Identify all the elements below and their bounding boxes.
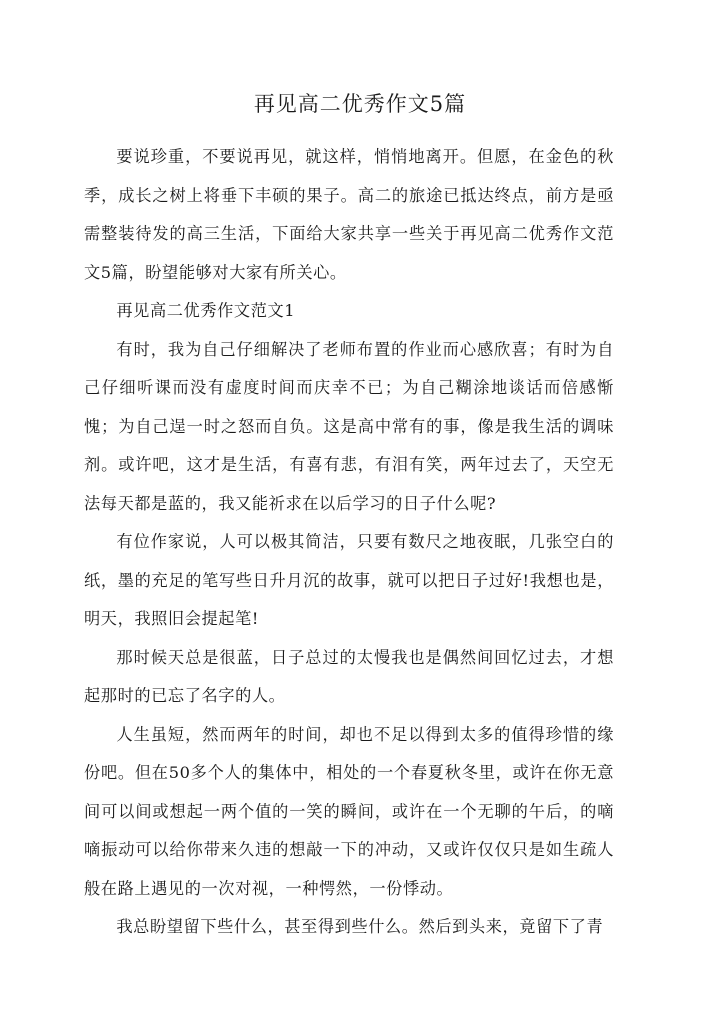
section-heading: 再见高二优秀作文范文1: [116, 301, 296, 320]
body-paragraph: 我总盼望留下些什么，甚至得到些什么。然后到头来，竟留下了青: [116, 917, 604, 936]
body-paragraph: 有时，我为自己仔细解决了老师布置的作业而心感欣喜；有时为自己仔细听课而没有虚度时间而庆幸不已；为自己糊涂地谈话而倍感惭愧；为自己逞一时之怒而自负。这是高中常有的事，像是我生活的调味剂。或许吧，这才是生活，有喜有悲，有泪有笑，两年过去了，天空无法每天都是蓝的，我又能祈求在以后学习的日子什么呢?: [84, 339, 614, 513]
intro-paragraph: 要说珍重，不要说再见，就这样，悄悄地离开。但愿，在金色的秋季，成长之树上将垂下丰硕的果子。高二的旅途已抵达终点，前方是亟需整装待发的高三生活，下面给大家共享一些关于再见高二优秀作文范文5篇，盼望能够对大家有所关心。: [84, 147, 614, 282]
body-paragraph: 有位作家说，人可以极其简洁，只要有数尺之地夜眠，几张空白的纸，墨的充足的笔写些日升月沉的故事，就可以把日子过好!我想也是，明天，我照旧会提起笔!: [84, 532, 614, 628]
body-paragraph: 人生虽短，然而两年的时间，却也不足以得到太多的值得珍惜的缘份吧。但在50多个人的集体中，相处的一个春夏秋冬里，或许在你无意间可以间或想起一两个值的一笑的瞬间，或许在一个无聊的午后，的嘀嘀振动可以给你带来久违的想敲一下的冲动，又或许仅仅只是如生疏人般在路上遇见的一次对视，一种愕然，一份悸动。: [84, 724, 614, 898]
document-body: [84, 138, 614, 947]
document-title: 再见高二优秀作文5篇: [253, 92, 467, 116]
body-paragraph: 那时候天总是很蓝，日子总过的太慢我也是偶然间回忆过去，才想起那时的已忘了名字的人。: [84, 647, 614, 705]
